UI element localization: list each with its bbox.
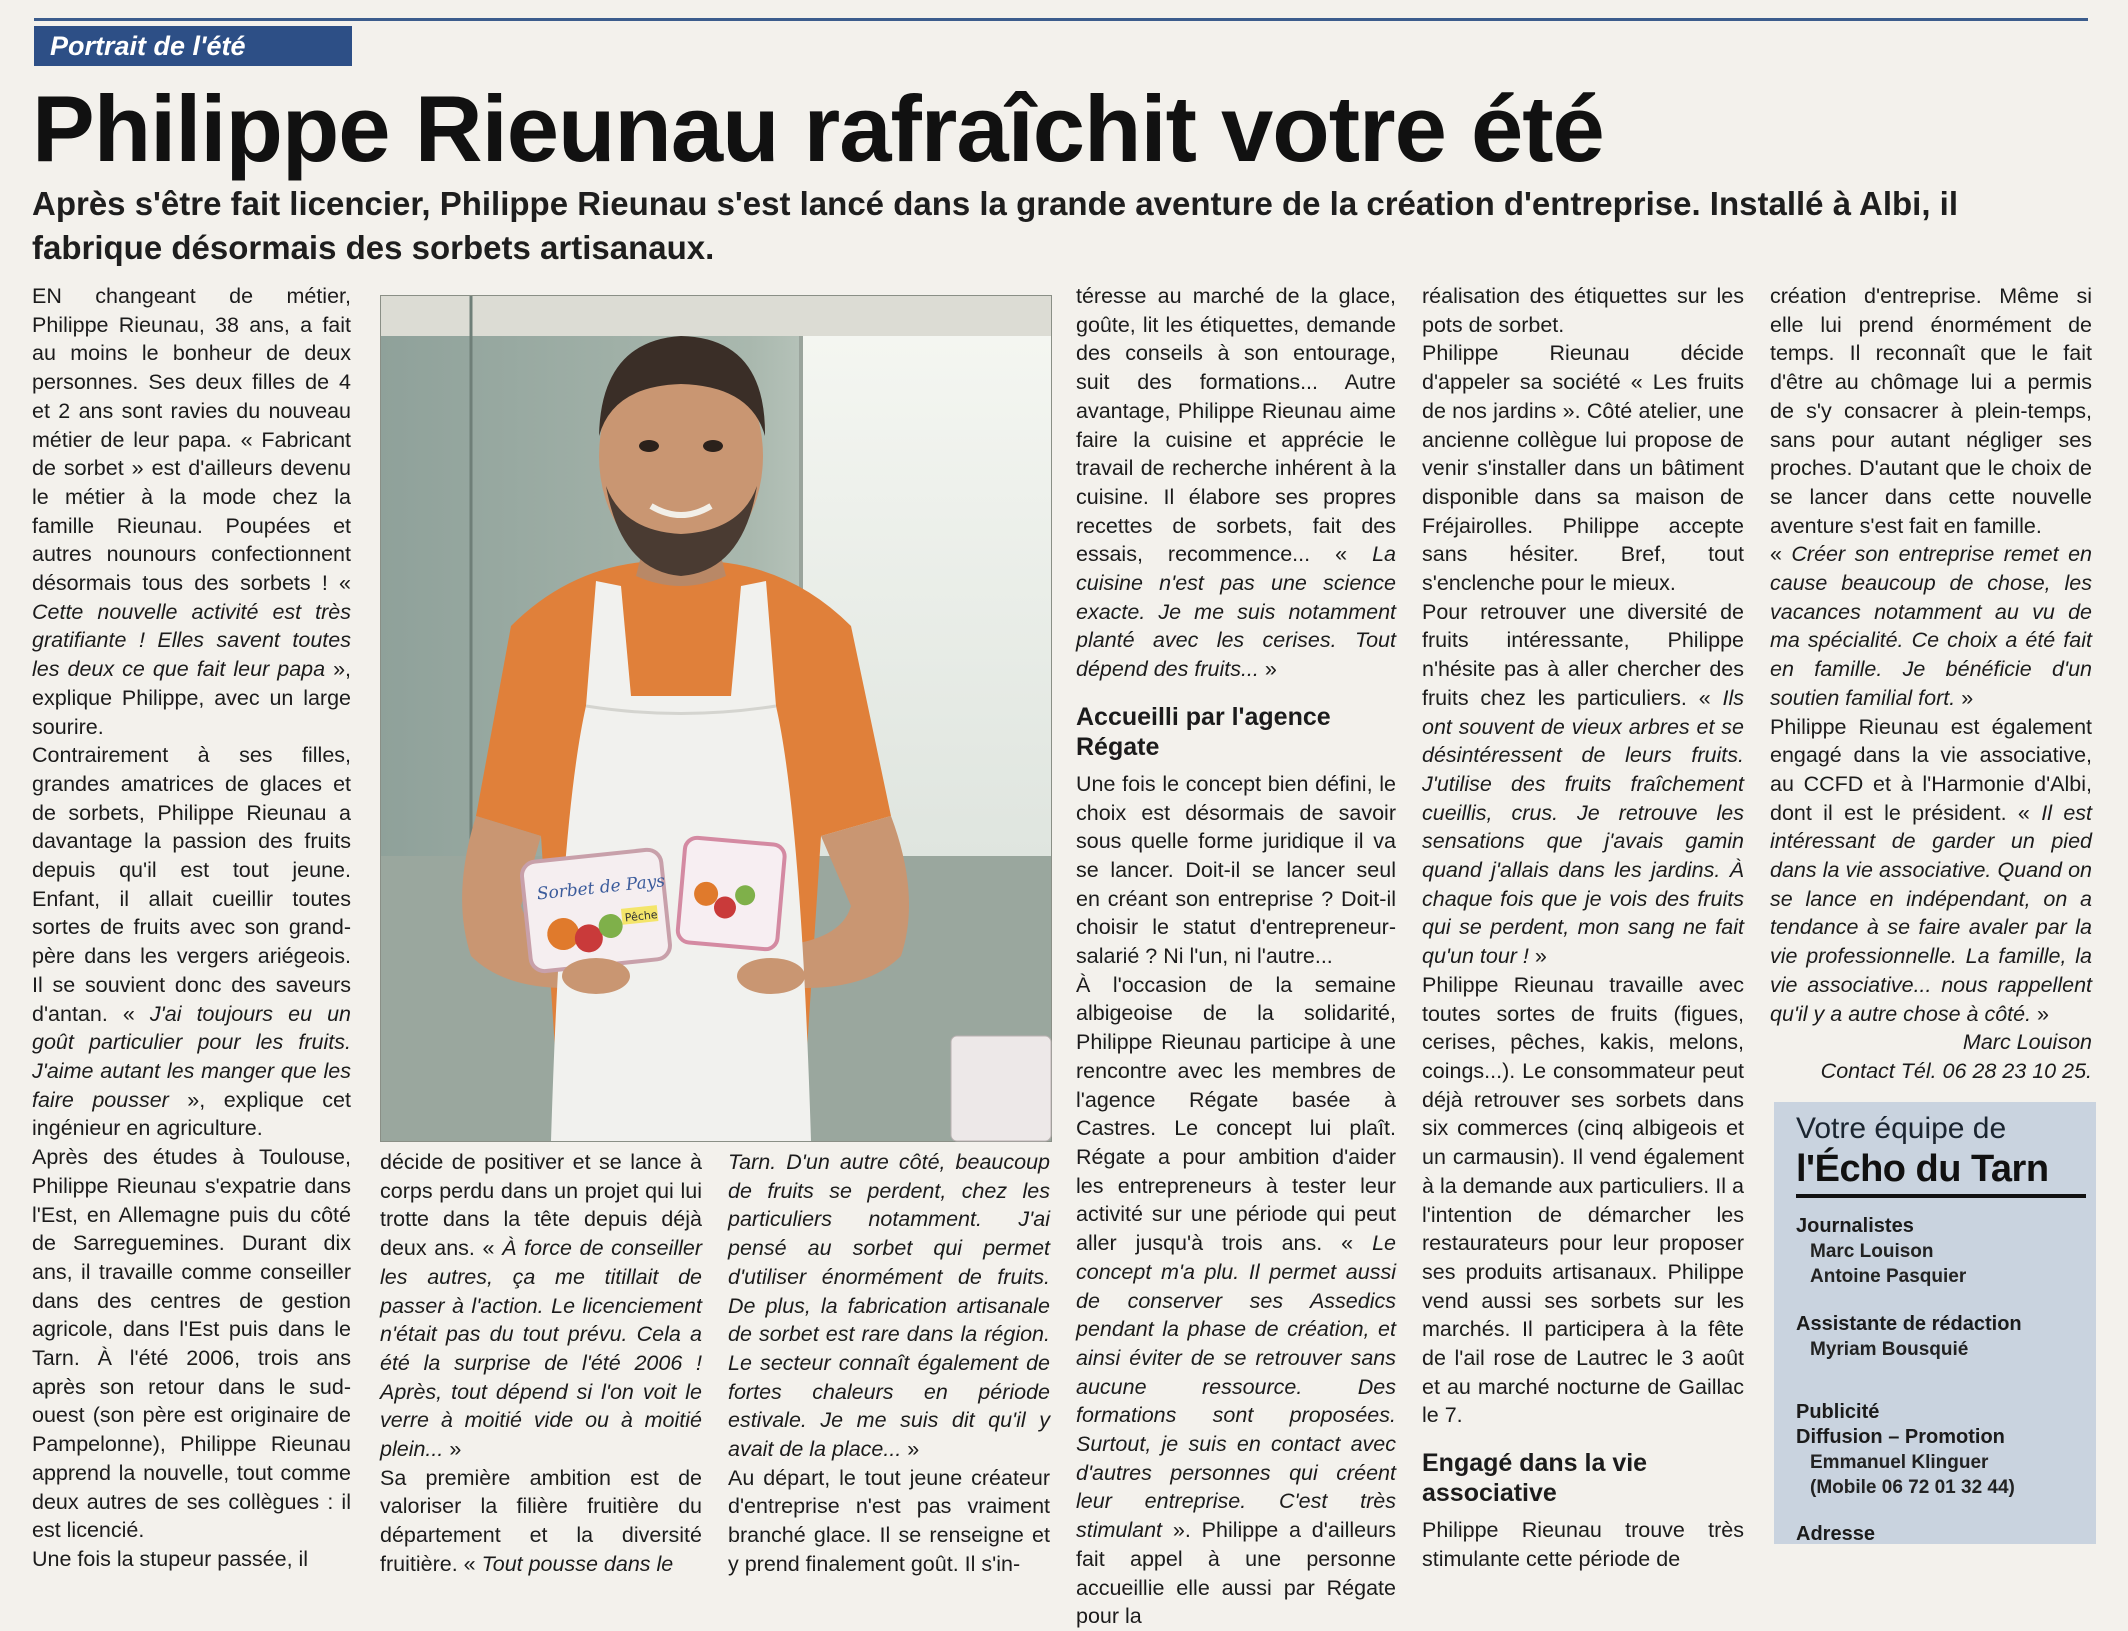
infobox-journalists: Journalistes Marc Louison Antoine Pasquier: [1796, 1215, 1967, 1287]
article-lead: Après s'être fait licencier, Philippe Rieunau s'est lancé dans la grande aventure de la création d'entreprise. Installé à Albi, il fabrique désormais des sorbets artisanaux.: [32, 185, 1958, 266]
paragraph: Une fois la stupeur passée, il: [32, 1546, 309, 1571]
column-6: [1770, 282, 2092, 1097]
photo-illustration: [381, 296, 1051, 1141]
paragraph: Philippe Rieunau décide d'appeler sa société « Les fruits de nos jardins ». Côté atelier, une ancienne collègue lui propose de venir s'installer dans un bâtiment disponible dans sa maison de Fréjairolles. Philippe accepte sans hésiter. Bref, tout s'enclenche pour le mieux.: [1422, 341, 1744, 596]
paragraph: Une fois le concept bien défini, le choix est désormais de savoir sous quelle forme juridique il va se lancer. Doit-il se lancer seul en créant son entreprise ? Doit-il choisir le statut d'entrepreneur-salarié ? Ni l'un, ni l'autre...: [1076, 771, 1396, 969]
paragraph: Sa première ambition est de valoriser la filière fruitière du département et la diversité fruitière. « Tout pousse dans le: [380, 1465, 702, 1576]
infobox-title-1: Votre équipe de: [1796, 1112, 2007, 1145]
paragraph: création d'entreprise. Même si elle lui prend énormément de temps. Il reconnaît que le fait d'être au chômage lui a permis de s'y consacrer à plein-temps, sans pour autant négliger ses proches. D'autant que le choix de se lancer dans cette nouvelle aventure s'est fait en famille.: [1770, 284, 2092, 538]
paragraph: réalisation des étiquettes sur les pots de sorbet.: [1422, 284, 1744, 337]
paragraph: Philippe Rieunau est également engagé dans la vie associative, au CCFD et à l'Harmonie d'Albi, dont il est le président. « Il est intéressant de garder un pied dans la vie associative. Quand on se lance en indépendant, on a tendance à se faire avaler par la vie professionnelle. La famille, la vie associative... nous rappellent qu'il y a autre chose à côté. »: [1770, 714, 2093, 1026]
infobox-title-2: l'Écho du Tarn: [1796, 1148, 2049, 1190]
paragraph: Au départ, le tout jeune créateur d'entreprise n'est pas vraiment branché glace. Il se renseigne et y prend finalement goût. Il s'in-: [728, 1465, 1050, 1576]
column-2: [380, 1148, 702, 1576]
contact-line: Contact Tél. 06 28 23 10 25.: [1820, 1058, 2092, 1083]
column-5: [1422, 282, 1744, 1571]
team-infobox: [1774, 1102, 2096, 1544]
article-headline: Philippe Rieunau rafraîchit votre été: [32, 76, 1604, 181]
paragraph: « Créer son entreprise remet en cause beaucoup de chose, les vacances notamment au vu de ma spécialité. Ce choix a été fait en famille. Je bénéficie d'un soutien familial fort. »: [1770, 542, 2092, 710]
infobox-advertising: Publicité Diffusion – Promotion Emmanuel Klinguer (Mobile 06 72 01 32 44): [1796, 1401, 2015, 1498]
paragraph: Philippe Rieunau trouve très stimulante cette période de: [1422, 1518, 1744, 1571]
paragraph: décide de positiver et se lance à corps perdu dans un projet qui lui trotte dans la tête depuis déjà deux ans. « À force de conseiller les autres, ça me titillait de passer à l'action. Le licenciement n'était pas du tout prévu. Cela a été la surprise de l'été 2006 ! Après, tout dépend si l'on voit le verre à moitié vide ou à moitié plein... »: [380, 1150, 702, 1462]
tub-flavor: Pêche: [624, 908, 659, 925]
paragraph: À l'occasion de la semaine albigeoise de la solidarité, Philippe Rieunau participe à une rencontre avec les membres de l'agence Régate basée à Castres. Le concept lui plaît. Régate a pour ambition d'aider les entrepreneurs à tester leur activité sur une période qui peut aller jusqu'à trois ans. « Le concept m'a plu. Il permet aussi de conserver ses Assedics pendant la phase de création, et ainsi éviter de se retrouver sans aucune ressource. Des formations sont proposées. Surtout, je suis en contact avec d'autres personnes qui créent leur entreprise. C'est très stimulant ». Philippe a d'ailleurs fait appel à une personne accueillie elle aussi par Régate pour la: [1076, 972, 1396, 1629]
column-3: [728, 1148, 1050, 1576]
article-photo: [380, 295, 1052, 1142]
infobox-rule: [1796, 1194, 2086, 1198]
paragraph: EN changeant de métier, Philippe Rieunau, 38 ans, a fait au moins le bonheur de deux personnes. Ses deux filles de 4 et 2 ans sont ravies du nouveau métier de leur papa. « Fabricant de sorbet » est d'ailleurs devenu le métier à la mode chez la famille Rieunau. Poupées et autres nounours confectionnent désormais tous des sorbets ! « Cette nouvelle activité est très gratifiante ! Elles savent toutes les deux ce que fait leur papa », explique Philippe, avec un large sourire.: [32, 284, 351, 739]
sorbet-tub-left: [521, 848, 674, 972]
column-1: [32, 282, 352, 1571]
paragraph: téresse au marché de la glace, goûte, lit les étiquettes, demande des conseils à son entourage, suit des formations... Autre avantage, Philippe Rieunau aime faire la cuisine et apprécie le travail de recherche inhérent à la cuisine. Il élabore ses propres recettes de sorbets, fait des essais, recommence... « La cuisine n'est pas une science exacte. Je me suis notamment planté avec les cerises. Tout dépend des fruits... »: [1076, 284, 1396, 682]
tub-label: Sorbet de Pays: [535, 871, 666, 905]
subheading: Engagé dans la vie associative: [1422, 1449, 1648, 1508]
infobox-address: Adresse: [1796, 1523, 1875, 1545]
subheading: Accueilli par l'agence Régate: [1076, 702, 1331, 761]
paragraph: Pour retrouver une diversité de fruits intéressante, Philippe n'hésite pas à aller chercher des fruits chez les particuliers. « Ils ont souvent de vieux arbres et se désintéressent de leurs fruits. J'utilise des fruits fraîchement cueillis, crus. Je retrouve les sensations que j'avais gamin quand j'allais dans les jardins. À chaque fois que je vois des fruits qui se perdent, mon sang ne fait qu'un tour ! »: [1422, 599, 1744, 969]
paragraph: Philippe Rieunau travaille avec toutes sortes de fruits (figues, cerises, pêches, kakis, melons, coings...). Le consommateur peut déjà retrouver ses sorbets dans six commerces (cinq albigeois et un carmausin). Il vend également à la demande aux particuliers. Il a l'intention de démarcher les restaurateurs pour leur proposer ses produits artisanaux. Philippe vend aussi ses sorbets sur les marchés. Il participera à la fête de l'ail rose de Lautrec le 3 août et au marché nocturne de Gaillac le 7.: [1422, 972, 1744, 1428]
paragraph: Après des études à Toulouse, Philippe Rieunau s'expatrie dans l'Est, en Allemagne puis du côté de Sarreguemines. Durant dix ans, il travaille comme conseiller dans des centres de gestion agricole, dans l'Est puis dans le Tarn. À l'été 2006, trois ans après son retour dans le sud-ouest (son père est originaire de Pampelonne), Philippe Rieunau apprend la nouvelle, tout comme deux autres de ses collègues : il est licencié.: [32, 1145, 351, 1543]
author-credit: Marc Louison: [1962, 1030, 2092, 1055]
paragraph: Tarn. D'un autre côté, beaucoup de fruits se perdent, chez les particuliers notamment. J'ai pensé au sorbet qui permet d'utiliser énormément de fruits. De plus, la fabrication artisanale de sorbet est rare dans la région. Le secteur connaît également de fortes chaleurs en période estivale. Je me suis dit qu'il y avait de la place... »: [728, 1150, 1050, 1462]
column-4: [1076, 282, 1396, 1629]
paragraph: Contrairement à ses filles, grandes amatrices de glaces et de sorbets, Philippe Rieunau a davantage la passion des fruits depuis qu'il est tout jeune. Enfant, il allait cueillir toutes sortes de fruits avec son grand-père dans les vergers ariégeois. Il se souvient donc des saveurs d'antan. « J'ai toujours eu un goût particulier pour les fruits. J'aime autant les manger que les faire pousser », explique cet ingénieur en agriculture.: [32, 743, 352, 1141]
top-rule: [34, 18, 2088, 21]
infobox-assistant: Assistante de rédaction Myriam Bousquié: [1796, 1313, 2022, 1360]
section-rubric: Portrait de l'été: [34, 26, 352, 66]
sorbet-tub-right: [677, 837, 786, 950]
